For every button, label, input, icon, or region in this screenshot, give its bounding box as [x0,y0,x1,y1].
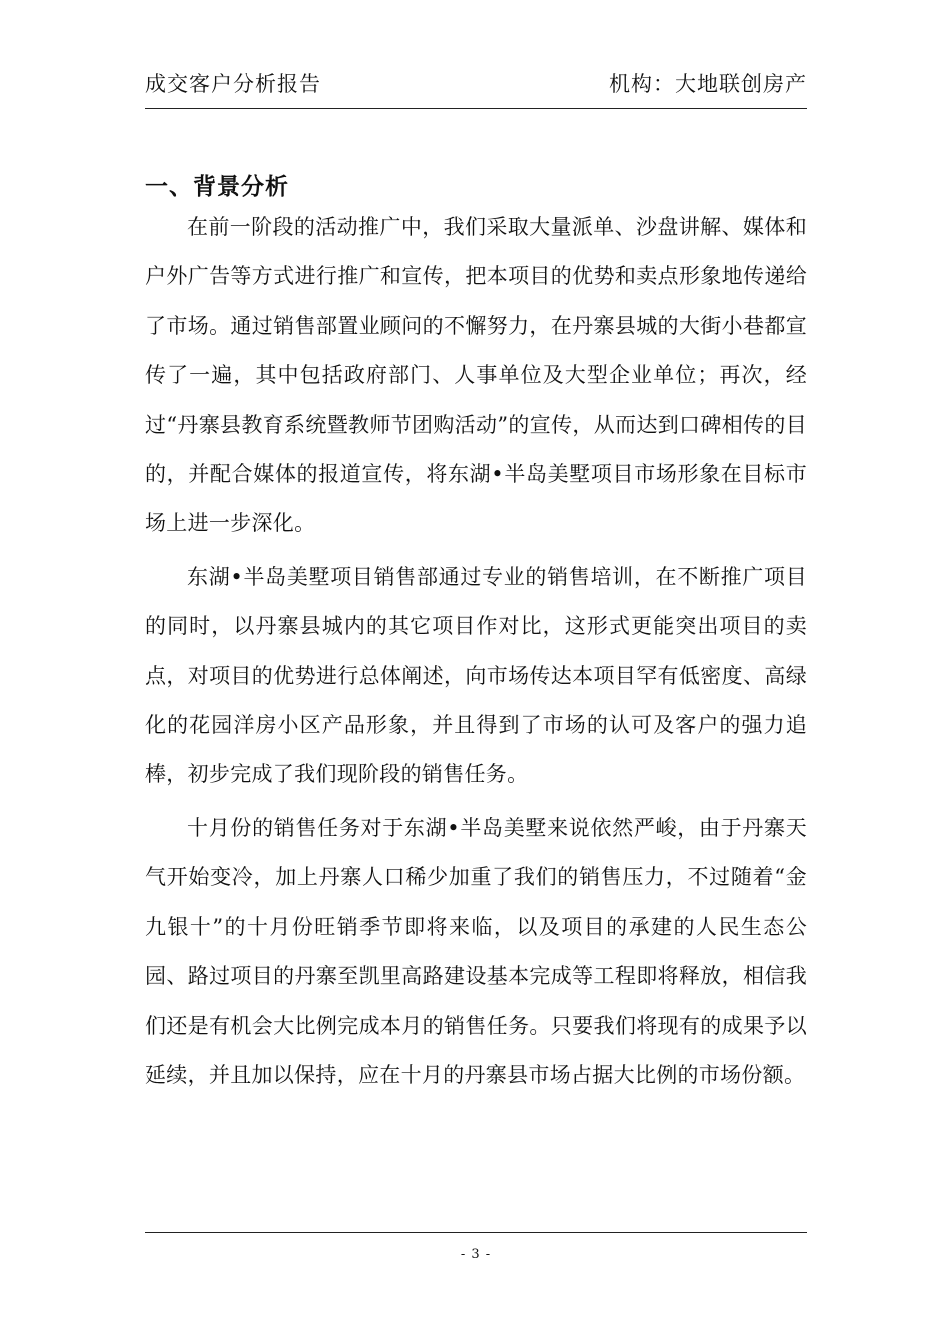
section-heading: 一、背景分析 [145,174,289,200]
organization-name: 机构：大地联创房产 [609,72,807,96]
paragraph-3: 十月份的销售任务对于东湖•半岛美墅来说依然严峻，由于丹寨天气开始变冷，加上丹寨人口稀少加重了我们的销售压力，不过随着“金九银十”的十月份旺销季节即将来临，以及项目的承建的人民生态公园、路过项目的丹寨至凯里高路建设基本完成等工程即将释放，相信我们还是有机会大比例完成本月的销售任务。只要我们将现有的成果予以延续，并且加以保持，应在十月的丹寨县市场占据大比例的市场份额。 [145,815,807,1087]
report-title: 成交客户分析报告 [145,72,321,96]
page-header [145,62,807,109]
page-number: - 3 - [460,1247,492,1262]
paragraph-1: 在前一阶段的活动推广中，我们采取大量派单、沙盘讲解、媒体和户外广告等方式进行推广和宣传，把本项目的优势和卖点形象地传递给了市场。通过销售部置业顾问的不懈努力，在丹寨县城的大街小巷都宣传了一遍，其中包括政府部门、人事单位及大型企业单位；再次，经过“丹寨县教育系统暨教师节团购活动”的宣传，从而达到口碑相传的目的，并配合媒体的报道宣传，将东湖•半岛美墅项目市场形象在目标市场上进一步深化。 [145,215,807,536]
paragraph-2: 东湖•半岛美墅项目销售部通过专业的销售培训，在不断推广项目的同时，以丹寨县城内的其它项目作对比，这形式更能突出项目的卖点，对项目的优势进行总体阐述，向市场传达本项目罕有低密度、高绿化的花园洋房小区产品形象，并且得到了市场的认可及客户的强力追棒，初步完成了我们现阶段的销售任务。 [145,564,807,787]
page-footer [145,1232,807,1262]
body-text [145,203,807,1100]
